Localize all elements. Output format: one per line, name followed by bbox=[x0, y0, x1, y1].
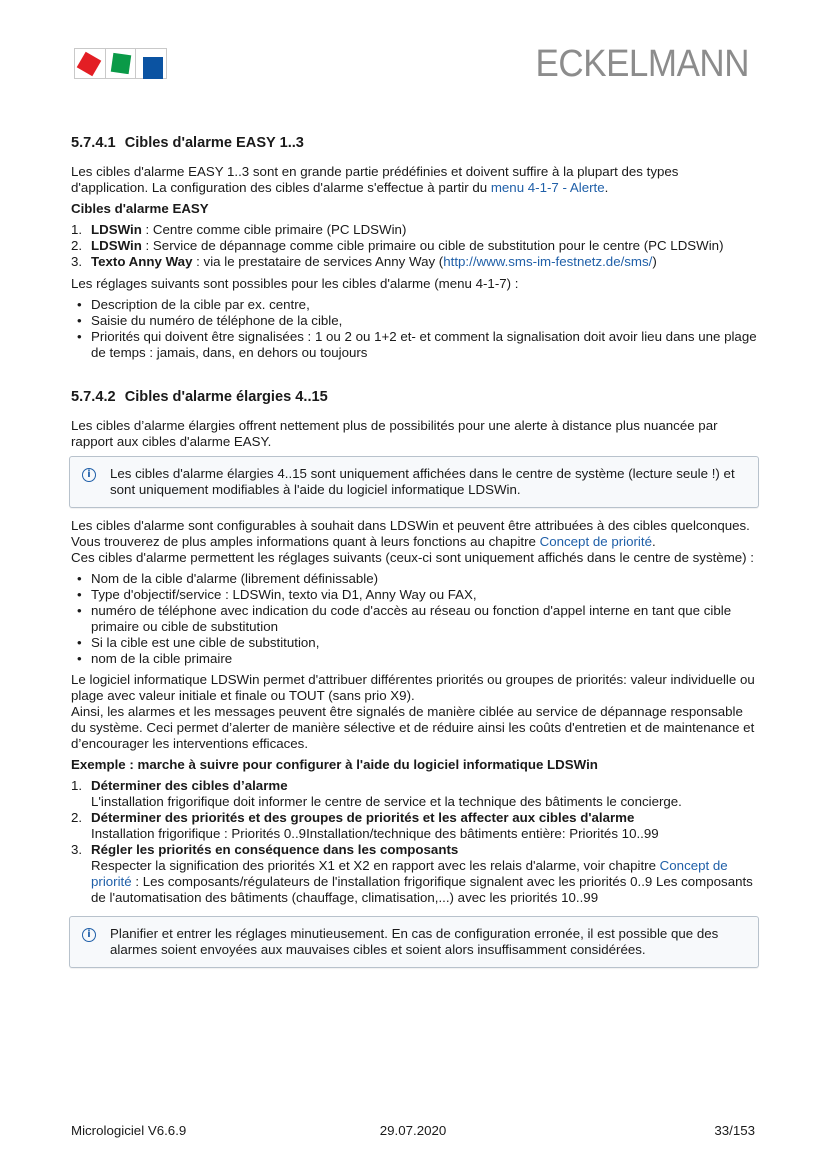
easy-settings-list bbox=[71, 297, 757, 361]
list-item bbox=[71, 238, 757, 254]
step-title: Régler les priorités en conséquence dans les composants bbox=[91, 842, 459, 857]
extended-intro-paragraph: Les cibles d’alarme élargies offrent nettement plus de possibilités pour une alerte à distance plus nuancée par rapport aux cibles d'alarme EASY. bbox=[71, 418, 718, 449]
info-box-warning bbox=[69, 916, 759, 968]
easy-settings-intro: Les réglages suivants sont possibles pour les cibles d'alarme (menu 4-1-7) : bbox=[71, 276, 519, 291]
list-item: • Saisie du numéro de téléphone de la cible, bbox=[71, 313, 757, 329]
example-steps-list bbox=[71, 778, 757, 906]
extended-settings-list bbox=[71, 571, 757, 667]
info-text: Planifier et entrer les réglages minutieusement. En cas de configuration erronée, il est possible que des alarmes soient envoyées aux mauvaises cibles et soient alors insuffisamment considérées. bbox=[110, 926, 719, 957]
list-item: • Nom de la cible d'alarme (librement définissable) bbox=[71, 571, 757, 587]
intro-end: . bbox=[604, 180, 609, 195]
intro-text: Les cibles d'alarme EASY 1..3 sont en grande partie prédéfinies et doivent suffire à la plupart des types d'application. La configuration des cibles d'alarme s'effectue à partir du bbox=[71, 164, 679, 195]
list-item: • nom de la cible primaire bbox=[71, 651, 757, 667]
list-number: 2. bbox=[71, 238, 83, 253]
section-heading-easy bbox=[71, 134, 757, 152]
section-number: 5.7.4.1 bbox=[71, 135, 116, 151]
config-end: . bbox=[651, 534, 656, 549]
step-number: 2. bbox=[71, 810, 83, 825]
step-text: Installation frigorifique : Priorités 0..9Installation/technique des bâtiments entière: Priorités 10..99 bbox=[91, 826, 659, 841]
menu-alert-link[interactable]: menu 4-1-7 - Alerte bbox=[490, 180, 605, 195]
step-item bbox=[71, 778, 757, 810]
target-name: LDSWin bbox=[91, 238, 142, 253]
target-name: Texto Anny Way bbox=[91, 254, 193, 269]
company-logo bbox=[74, 48, 167, 79]
list-number: 3. bbox=[71, 254, 83, 269]
info-circle-icon: i bbox=[82, 928, 96, 942]
section-number: 5.7.4.2 bbox=[71, 389, 116, 405]
info-box-read-only bbox=[69, 456, 759, 508]
step-title: Déterminer des priorités et des groupes de priorités et les affecter aux cibles d'alarme bbox=[91, 810, 635, 825]
target-description: : via le prestataire de services Anny Way ( bbox=[192, 254, 444, 269]
extended-settings-intro: Ces cibles d'alarme permettent les réglages suivants (ceux-ci sont uniquement affichés dans le centre de système) : bbox=[71, 550, 754, 565]
list-item: • Si la cible est une cible de substitution, bbox=[71, 635, 757, 651]
list-number: 1. bbox=[71, 222, 83, 237]
priority-concept-link[interactable]: Concept de priorité bbox=[539, 534, 652, 549]
logo-cell-blue bbox=[136, 49, 166, 78]
step-text: L'installation frigorifique doit informer le centre de service et la technique des bâtiments le concierge. bbox=[91, 794, 682, 809]
section-heading-extended bbox=[71, 388, 757, 406]
page-content bbox=[71, 134, 757, 978]
target-name: LDSWin bbox=[91, 222, 142, 237]
config-text: Les cibles d'alarme sont configurables à souhait dans LDSWin et peuvent être attribuées à des cibles quelconques. Vous trouverez de plus amples informations quant à leurs fonctions au chapitre bbox=[71, 518, 750, 549]
red-square-icon bbox=[77, 52, 102, 77]
easy-intro-paragraph bbox=[71, 164, 757, 196]
target-description: : Centre comme cible primaire (PC LDSWin) bbox=[141, 222, 407, 237]
list-item bbox=[71, 254, 757, 270]
list-item: • Priorités qui doivent être signalisées : 1 ou 2 ou 1+2 et- et comment la signalisation doit avoir lieu dans une plage de temps : jamais, dans, en dehors ou toujours bbox=[71, 329, 757, 361]
green-square-icon bbox=[110, 53, 130, 74]
step-item bbox=[71, 842, 757, 906]
priority-concept-link[interactable]: Concept de priorité bbox=[91, 858, 728, 889]
sms-service-link[interactable]: http://www.sms-im-festnetz.de/sms/ bbox=[443, 254, 653, 269]
step-title: Déterminer des cibles d’alarme bbox=[91, 778, 288, 793]
footer-page-number: 33/153 bbox=[714, 1123, 755, 1138]
priorities-paragraph: Le logiciel informatique LDSWin permet d'attribuer différentes priorités ou groupes de priorités: valeur individuelle ou plage avec valeur initiale et finale ou TOUT (sans prio X9). bbox=[71, 672, 755, 703]
info-text: Les cibles d'alarme élargies 4..15 sont uniquement affichées dans le centre de système (lecture seule !) et sont uniquement modifiables à l'aide du logiciel informatique LDSWin. bbox=[110, 466, 735, 497]
step-text bbox=[91, 858, 757, 906]
step-item bbox=[71, 810, 757, 842]
target-description: : Service de dépannage comme cible primaire ou cible de substitution pour le centre (PC LDSWin) bbox=[141, 238, 724, 253]
list-item: • numéro de téléphone avec indication du code d'accès au réseau ou fonction d'appel interne en tant que cible primaire ou cible de substitution bbox=[71, 603, 757, 635]
list-item bbox=[71, 222, 757, 238]
step-number: 1. bbox=[71, 778, 83, 793]
target-description-end: ) bbox=[652, 254, 657, 269]
easy-targets-subheading: Cibles d'alarme EASY bbox=[71, 201, 209, 216]
footer-date: 29.07.2020 bbox=[379, 1123, 447, 1138]
example-heading: Exemple : marche à suivre pour configurer à l'aide du logiciel informatique LDSWin bbox=[71, 757, 598, 772]
page-footer bbox=[71, 1123, 755, 1139]
alarms-paragraph: Ainsi, les alarmes et les messages peuvent être signalés de manière ciblée au service de dépannage responsable du système. Ceci permet d’alerter de manière sélective et de réduire ainsi les coûts d'entretien et de maintenance et d’encourager les interventions efficaces. bbox=[71, 704, 755, 751]
step-text-before: Respecter la signification des priorités X1 et X2 en rapport avec les relais d'alarme, voir chapitre bbox=[91, 858, 660, 873]
config-paragraph bbox=[71, 518, 757, 550]
step-text-after: : Les composants/régulateurs de l'installation frigorifique signalent avec les priorités 0..9 Les composants de l'automatisation des bâtiments (chauffage, climatisation,...) avec les priorités 10..99 bbox=[91, 874, 753, 905]
section-title: Cibles d'alarme élargies 4..15 bbox=[124, 389, 328, 405]
easy-targets-list bbox=[71, 222, 757, 270]
logo-cell-red bbox=[75, 49, 106, 78]
logo-cell-green bbox=[106, 49, 137, 78]
list-item: • Description de la cible par ex. centre, bbox=[71, 297, 757, 313]
footer-firmware-version: Micrologiciel V6.6.9 bbox=[71, 1123, 187, 1138]
list-item: • Type d'objectif/service : LDSWin, texto via D1, Anny Way ou FAX, bbox=[71, 587, 757, 603]
info-circle-icon: i bbox=[82, 468, 96, 482]
step-number: 3. bbox=[71, 842, 83, 857]
section-title: Cibles d'alarme EASY 1..3 bbox=[124, 135, 304, 151]
blue-square-icon bbox=[143, 57, 163, 79]
brand-wordmark: ECKELMANN bbox=[535, 43, 749, 85]
